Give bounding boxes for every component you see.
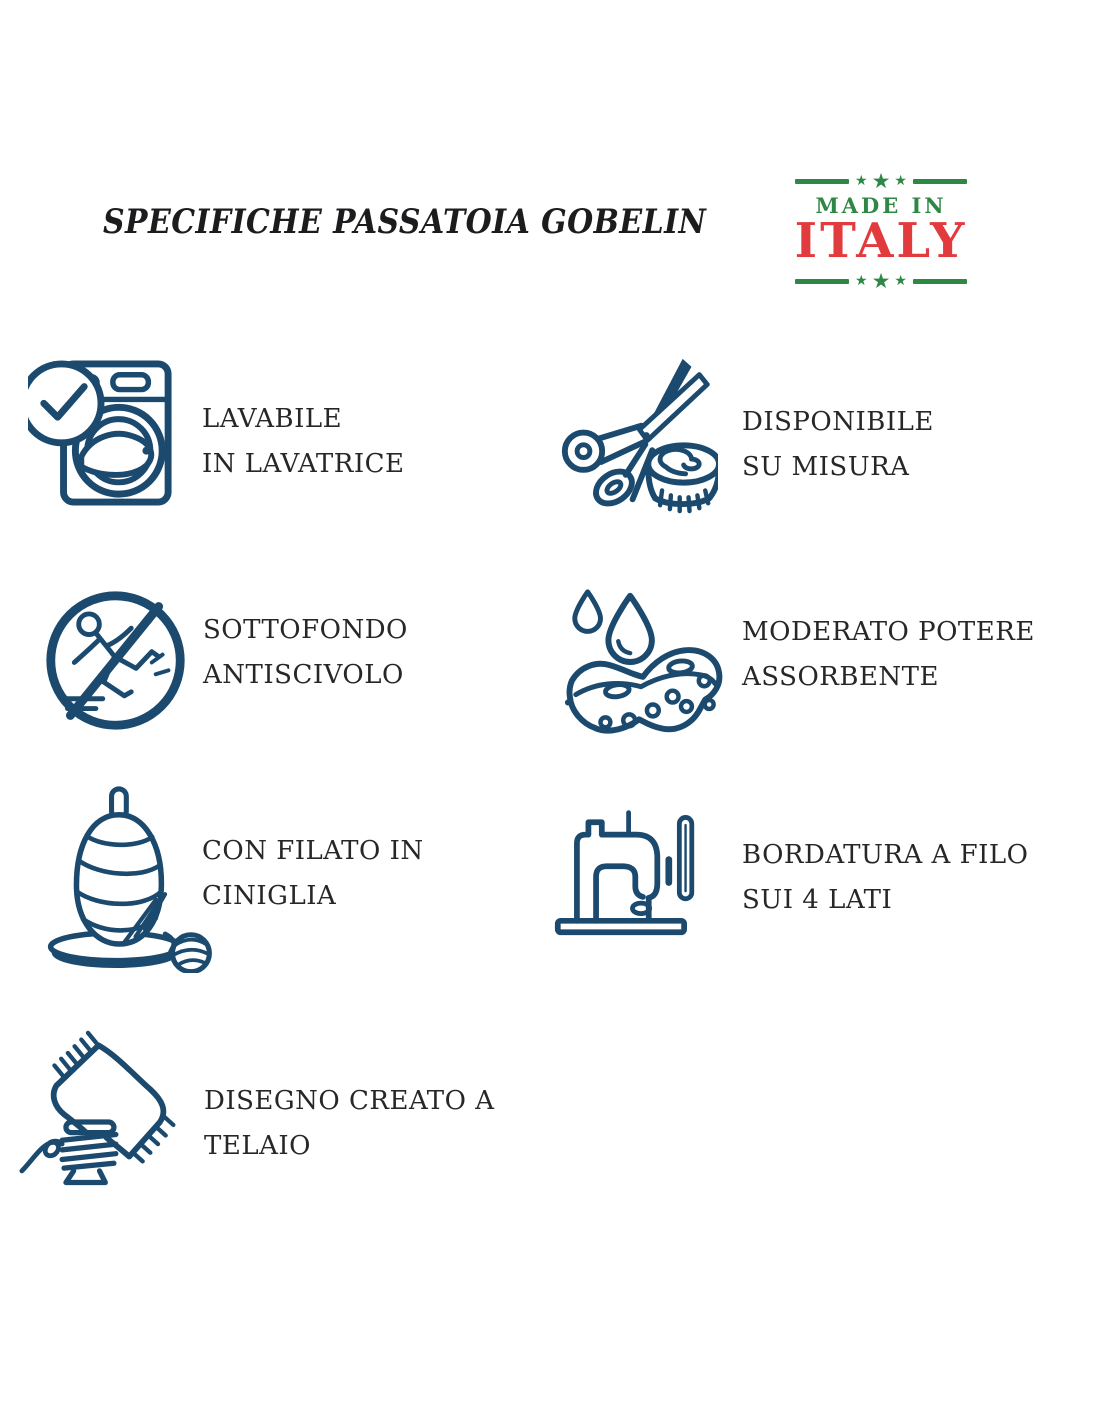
badge-bar — [795, 279, 849, 284]
made-in-italy-badge — [795, 170, 967, 292]
badge-bar — [795, 179, 849, 184]
feature-label-line1: DISPONIBILE — [742, 407, 934, 437]
badge-bar — [913, 279, 967, 284]
feature-label-line2: ASSORBENTE — [742, 662, 939, 692]
feature-label-line1: CON FILATO IN — [202, 836, 424, 866]
feature-label-line1: SOTTOFONDO — [203, 615, 408, 645]
badge-top-row — [795, 170, 967, 192]
scissors-measuring-tape-icon — [556, 352, 718, 519]
feature-label — [742, 400, 934, 490]
feature-label — [204, 1079, 495, 1169]
feature-label-line1: LAVABILE — [202, 404, 343, 434]
feature-label-line2: CINIGLIA — [202, 881, 337, 911]
feature-label — [202, 397, 404, 487]
feature-label-line2: SUI 4 LATI — [742, 885, 893, 915]
sponge-water-drops-icon — [556, 580, 726, 746]
badge-made-in-text: MADE IN — [815, 193, 947, 218]
washing-machine-check-icon — [28, 350, 176, 510]
star-icon: ★ — [894, 273, 907, 290]
star-icon: ★ — [855, 173, 868, 189]
loom-rug-icon — [16, 1030, 184, 1193]
badge-bar — [913, 179, 967, 184]
feature-label-line1: DISEGNO CREATO A — [204, 1086, 495, 1116]
feature-label — [742, 833, 1028, 923]
star-icon: ★ — [855, 273, 868, 290]
feature-label — [202, 829, 424, 919]
no-slip-icon — [40, 585, 192, 737]
feature-label-line2: ANTISCIVOLO — [203, 660, 404, 690]
feature-label-line2: TELAIO — [204, 1131, 311, 1161]
star-icon: ★ — [894, 173, 907, 189]
badge-bottom-row — [795, 270, 967, 292]
feature-label-line1: MODERATO POTERE — [742, 617, 1035, 647]
sewing-machine-icon — [552, 805, 710, 939]
feature-label-line2: SU MISURA — [742, 452, 910, 482]
feature-label — [742, 610, 1035, 700]
feature-label-line2: IN LAVATRICE — [202, 449, 405, 479]
feature-label-line1: BORDATURA A FILO — [742, 840, 1029, 870]
badge-italy-text: ITALY — [794, 213, 968, 270]
badge-stars — [855, 168, 907, 193]
badge-stars — [855, 268, 907, 293]
star-icon: ★ — [871, 168, 891, 193]
chenille-yarn-spool-icon — [34, 783, 214, 973]
feature-label — [203, 608, 408, 698]
page-title: SPECIFICHE PASSATOIA GOBELIN — [103, 202, 707, 242]
star-icon: ★ — [871, 268, 891, 293]
